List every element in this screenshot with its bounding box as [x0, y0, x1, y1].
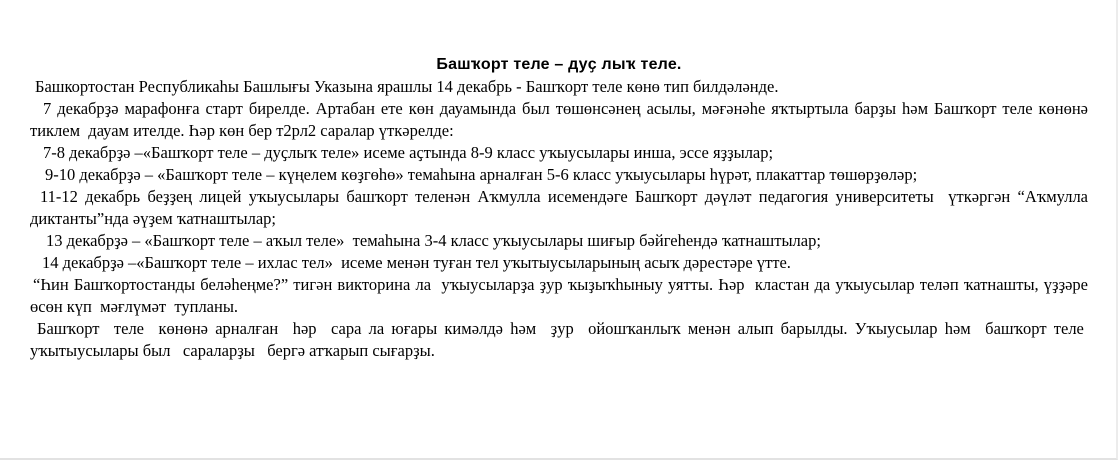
paragraph-dec-13: 13 декабрҙә – «Башҡорт теле – аҡыл теле» темаһына 3-4 класс уҡыусылары шиғыр бәйгеһендә ҡатнаштылар;	[46, 231, 821, 250]
paragraph-quiz: “Һин Башҡортостанды беләһеңме?” тигән викторина ла уҡыусыларҙа ҙур ҡыҙыҡһыныу уятты. Һәр кластан да уҡыусылар теләп ҡатнашты, үҙҙәре өсөн күп мәғлүмәт тупланы.	[30, 275, 1088, 316]
paragraph-dec-9-10: 9-10 декабрҙә – «Башҡорт теле – күңелем көҙгөһө» темаһына арналған 5-6 класс уҡыусылары һүрәт, плакаттар төшөрҙөләр;	[45, 165, 918, 184]
paragraph-dec-7-8: 7-8 декабрҙә –«Башҡорт теле – дуҫлыҡ теле» исеме аҫтында 8-9 класс уҡыусылары инша, эссе яҙҙылар;	[43, 143, 774, 162]
paragraph-decree: Башкортостан Республикаһы Башлығы Указына ярашлы 14 декабрь - Башҡорт теле көнө тип билдәләнде.	[35, 77, 779, 96]
paragraph-dec-11-12: 11-12 декабрь беҙҙең лицей уҡыусылары башҡорт теленән Аҡмулла исемендәге Башҡорт дәүләт педагогия университеты үткәргән “Аҡмулла диктанты”нда әүҙем ҡатнаштылар;	[30, 187, 1088, 228]
paragraph-dec-14: 14 декабрҙә –«Башҡорт теле – ихлас тел» исеме менән туған тел уҡытыусыларының асыҡ дәрестәре үтте.	[42, 253, 791, 272]
paragraph-conclusion: Башҡорт теле көнөнә арналған һәр сара ла юғары кимәлдә һәм ҙур ойошҡанлыҡ менән алып барылды. Уҡыусылар һәм башҡорт теле уҡытыусылары был сараларҙы бергә атҡарып сығарҙы.	[30, 319, 1088, 360]
paragraph-marathon-start: 7 декабрҙә марафонға старт бирелде. Артабан ете көн дауамында был төшөнсәнең асылы, мәғәнәһе яҡтыртыла барҙы һәм Башҡорт теле көнөнә тиклем дауам ителде. Һәр көн бер т2рл2 саралар үткәрелде:	[30, 99, 1088, 140]
document-title: Башҡорт теле – дуҫ лыҡ теле.	[436, 56, 682, 73]
